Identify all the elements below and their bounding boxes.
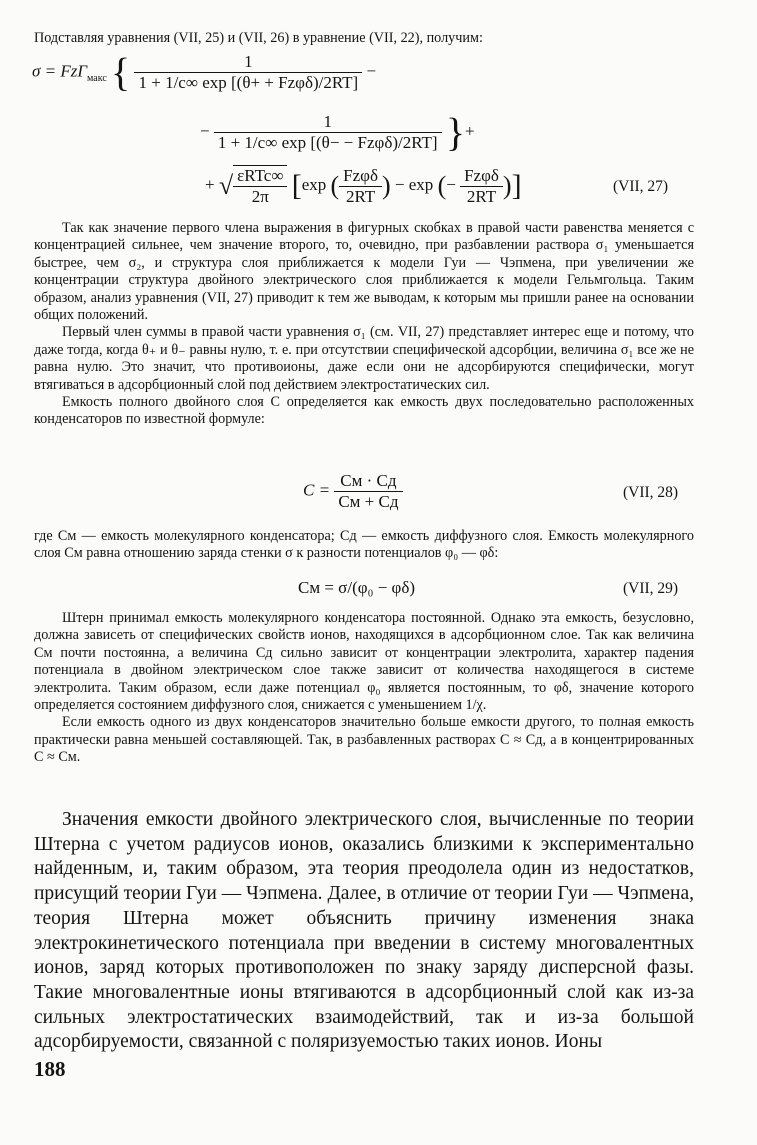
eq27-exp-1: exp — [301, 174, 327, 194]
paragraph-1: Так как значение первого члена выражения в фигурных скобках в правой части равенства меняется с концентрацией сильнее, чем значение второго, то, очевидно, при разбавлении раствора σ₁ уменьшается быстрее, чем σ₂, и структура слоя приближается к модели Гуи — Чэпмена, при увеличении же концентрации структура двойного электрического слоя приближается к модели Гельмгольца. Таким образом, анализ уравнения (VII, 27) приводит к тем же выводам, к которым мы пришли ранее на основании общих положений. — [34, 220, 694, 324]
eq27-fz-1: Fzφδ — [343, 165, 378, 185]
book-page: Подставляя уравнения (VII, 25) и (VII, 26) в уравнение (VII, 22), получим: σ = FzΓ$_{макс}$ { 1 1 + 1/c∞ exp [(θ+ + Fzφδ)/2RT] − − 1 1 + 1/c∞ exp [(θ− − Fzφδ)/2RT] }+ + √ εRTc∞ 2π [exp ( Fzφδ 2RT ) − exp (− Fzφδ 2RT )] (VII, 27) Так как значение первого члена выражения в фигурных скобках в правой части равенства меняется с концентрацией сильнее, чем значение второго, то, очевидно, при разбавлении раствора σ₁ уменьшается быстрее, чем σ₂, и структура слоя приближается к модели Гуи — Чэпмена, при увеличении же концентрации структура двойного электрического слоя приближается к модели Гельмгольца. Таким образом, анализ уравнения (VII, 27) приводит к тем же выводам, к которым мы пришли ранее на основании общих положений. Первый член суммы в правой части уравнения σ₁ (см. VII, 27) представляет интерес еще и потому, что даже тогда, когда θ₊ и θ₋ равны нулю, т. е. при отсутствии специфической адсорбции, величина σ₁ все же не равна нулю. Это значит, что противоионы, даже если они не адсорбируются специфически, могут втягиваться в адсорбционный слой под действием электростатических сил. Емкость полного двойного слоя C определяется как емкость двух последовательно расположенных конденсаторов по известной формуле: C = Cм · Cд Cм + Cд (VII, 28) где Cм — емкость молекулярного конденсатора; Cд — емкость диффузного слоя. Емкость молекулярного слоя Cм равна отношению заряда стенки σ к разности потенциалов φ₀ — φδ: Cм = σ/(φ₀ − φδ) (VII, 29) Штерн принимал емкость молекулярного конденсатора постоянной. Однако эта емкость, безусловно, должна зависеть от специфических свойств ионов, находящихся в адсорбционном слое. Так как величина Cм почти постоянна, а величина Cд сильно зависит от концентрации электролита, характер падения потенциала в двойном электрическом слое также зависит от количества находящегося в системе электролита. Таким образом, если даже потенциал φ₀ является постоянным, то φδ, значение которого определяется состоянием диффузного слоя, снижается с уменьшением 1/χ. Если емкость одного из двух конденсаторов значительно больше емкости другого, то полная емкость практически равна меньшей составляющей. Так, в разбавленных растворах C ≈ Cд, а в концентрированных C ≈ Cм. Значения емкости двойного электрического слоя, вычисленные по теории Штерна с учетом радиусов ионов, оказались близкими к экспериментально найденным, и, таким образом, эта теория преодолела один из недостатков, присущий теории Гуи — Чэпмена. Далее, в отличие от теории Гуи — Чэпмена, теория Штерна может объяснить причину изменения знака электрокинетического потенциала при введении в систему многовалентных ионов, заряд которых противоположен по знаку заряду дисперсной фазы. Такие многовалентные ионы втягиваются в адсорбционный слой как из-за сильных электростатических взаимодействий, так и из-за большой адсорбируемости, связанной с поляризуемостью таких ионов. Ионы 188 — [32, 30, 694, 1081]
eq27-lhs-sub: макс — [87, 72, 107, 84]
eq27-minus-1: − — [366, 61, 377, 81]
paragraph-7: Значения емкости двойного электрического слоя, вычисленные по теории Штерна с учетом радиусов ионов, оказались близкими к экспериментально найденным, и, таким образом, эта теория преодолела один из недостатков, присущий теории Гуи — Чэпмена. Далее, в отличие от теории Гуи — Чэпмена, теория Штерна может объяснить причину изменения знака электрокинетического потенциала при введении в систему многовалентных ионов, заряд которых противоположен по знаку заряду дисперсной фазы. Такие многовалентные ионы втягиваются в адсорбционный слой как из-за сильных электростатических взаимодействий, так и из-за большой адсорбируемости, связанной с поляризуемостью таких ионов. Ионы — [34, 809, 694, 1053]
eq27-exp-frac-1 — [339, 166, 382, 207]
text-block-1 — [34, 220, 694, 429]
eq27-minus-2: − — [200, 121, 210, 141]
paragraph-5: Штерн принимал емкость молекулярного конденсатора постоянной. Однако эта емкость, безусловно, должна зависеть от специфических свойств ионов, находящихся в адсорбционном слое. Так как величина Cм почти постоянна, а величина Cд сильно зависит от концентрации электролита, характер падения потенциала в двойном электрическом слое также зависит от количества находящегося в системе электролита. Таким образом, если даже потенциал φ₀ является постоянным, то φδ, значение которого определяется состоянием диффузного слоя, снижается с уменьшением 1/χ. — [34, 610, 694, 714]
intro-line: Подставляя уравнения (VII, 25) и (VII, 26) в уравнение (VII, 22), получим: — [34, 30, 483, 46]
eq27-fz-2: Fzφδ — [464, 165, 499, 185]
eq27-minus-3: − — [394, 174, 405, 194]
paragraph-4: где Cм — емкость молекулярного конденсатора; Cд — емкость диффузного слоя. Емкость молекулярного слоя Cм равна отношению заряда стенки σ к разности потенциалов φ₀ — φδ: — [34, 528, 694, 562]
paragraph-3: Емкость полного двойного слоя C определяется как емкость двух последовательно расположенных конденсаторов по известной формуле: — [34, 394, 694, 428]
eq27-sqrt-fraction — [233, 165, 287, 207]
eq27-exp-frac-2 — [460, 166, 503, 207]
eq28-lhs: C = — [303, 480, 331, 500]
eq27-exp-2: exp — [408, 174, 434, 194]
eq27-sqrt-num: εRTc∞ — [237, 166, 284, 185]
page-number: 188 — [34, 1057, 66, 1081]
eq27-fraction-2 — [214, 112, 442, 153]
eq27-fraction-1 — [134, 52, 362, 93]
eq28-number: (VII, 28) — [623, 484, 679, 501]
eq27-rt-2: 2RT — [460, 186, 503, 207]
eq27-numerator-1: 1 — [244, 52, 253, 71]
eq29-number: (VII, 29) — [623, 580, 679, 597]
eq27-plus-2: + — [205, 174, 215, 194]
eq27-number: (VII, 27) — [613, 178, 669, 195]
eq28-denominator: Cм + Cд — [334, 491, 402, 512]
text-block-2 — [34, 610, 694, 767]
paragraph-6: Если емкость одного из двух конденсаторов значительно больше емкости другого, то полная емкость практически равна меньшей составляющей. Так, в разбавленных растворах C ≈ Cд, а в концентрированных C ≈ Cм. — [34, 714, 694, 766]
eq27-minus-4: − — [446, 174, 456, 194]
eq27-sqrt-den: 2π — [233, 186, 287, 207]
eq27-rt-1: 2RT — [339, 186, 382, 207]
eq29-expression: Cм = σ/(φ₀ − φδ) — [298, 578, 416, 597]
eq27-denominator-1: 1 + 1/c∞ exp [(θ+ + Fzφδ)/2RT] — [134, 72, 362, 93]
eq27-plus-1: + — [465, 121, 475, 141]
eq27-denominator-2: 1 + 1/c∞ exp [(θ− − Fzφδ)/2RT] — [214, 132, 442, 153]
sqrt-sign: √ — [218, 171, 234, 200]
eq28-fraction — [334, 471, 402, 512]
paragraph-2: Первый член суммы в правой части уравнения σ₁ (см. VII, 27) представляет интерес еще и потому, что даже тогда, когда θ₊ и θ₋ равны нулю, т. е. при отсутствии специфической адсорбции, величина σ₁ все же не равна нулю. Это значит, что противоионы, даже если они не адсорбируются специфически, могут втягиваться в адсорбционный слой под действием электростатических сил. — [34, 324, 694, 393]
eq28-numerator: Cм · Cд — [340, 471, 397, 490]
eq27-lhs: σ = FzΓ — [32, 61, 88, 81]
eq27-numerator-2: 1 — [323, 112, 332, 131]
